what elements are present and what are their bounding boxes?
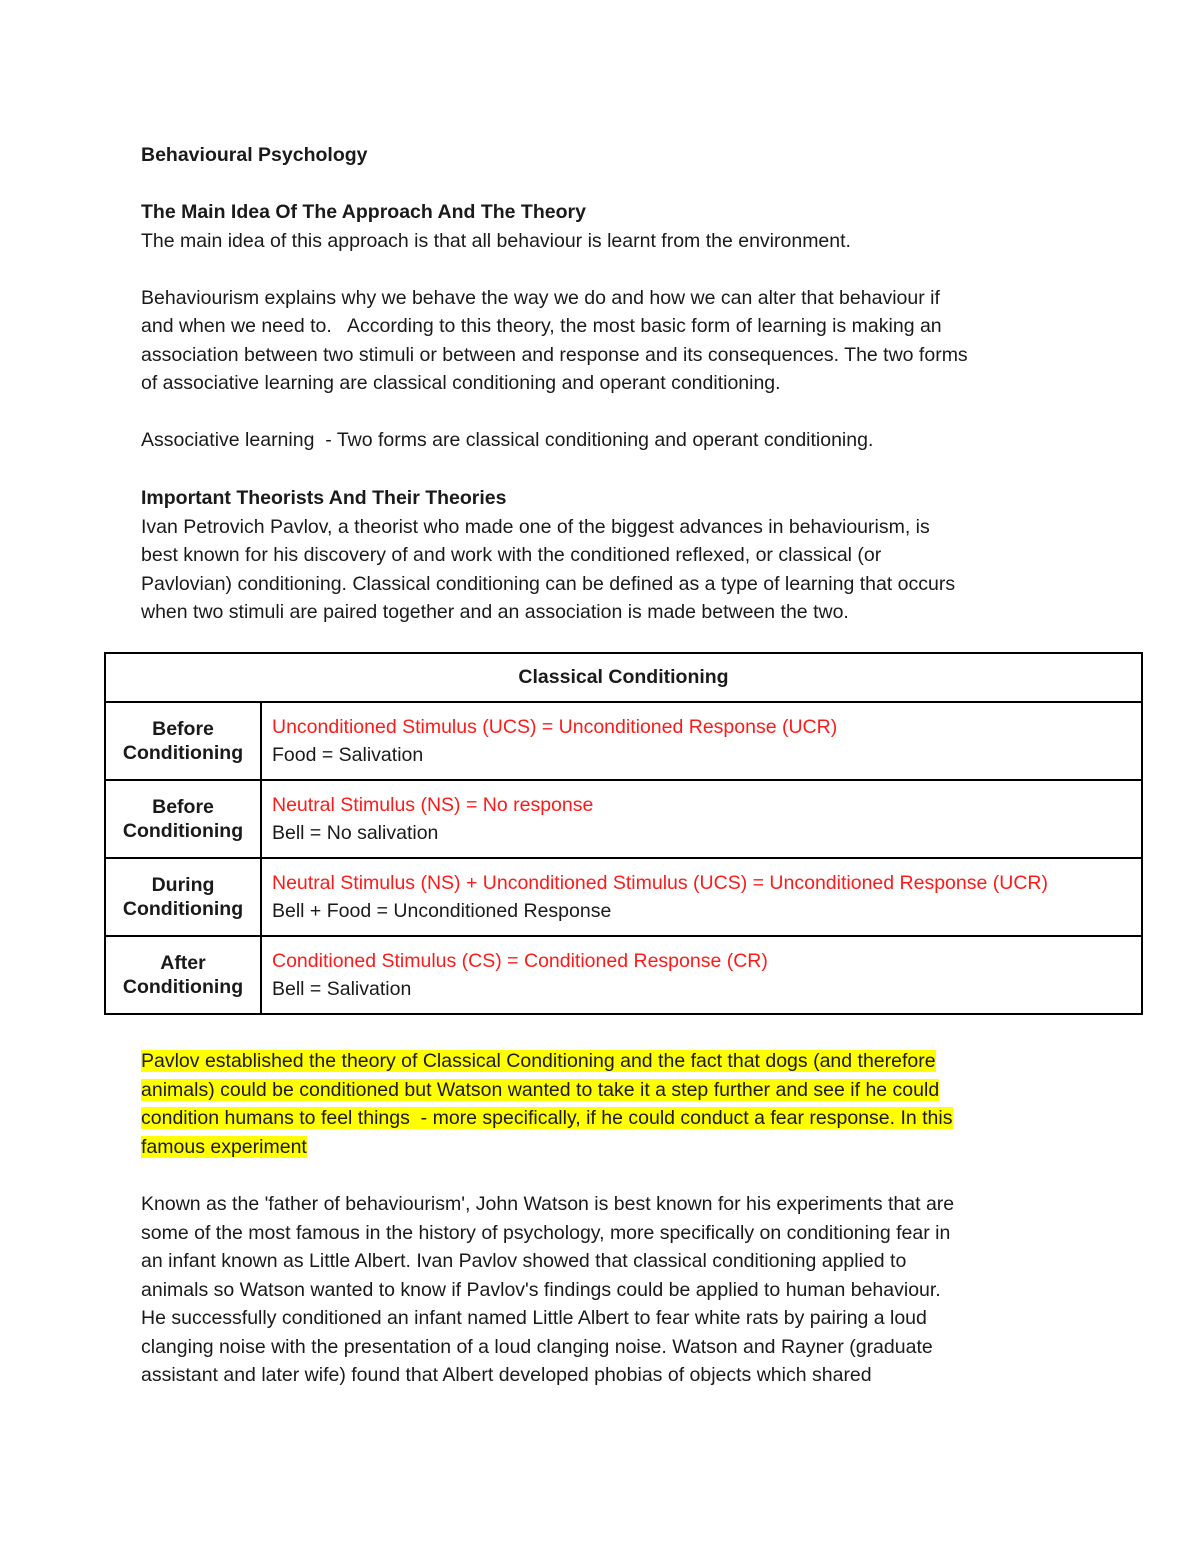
stimulus-equation: Neutral Stimulus (NS) = No response [272,793,594,816]
stimulus-equation: Conditioned Stimulus (CS) = Conditioned Response (CR) [272,949,768,972]
main-idea-text: The main idea of this approach is that all behaviour is learnt from the environment. [141,229,851,252]
behaviourism-line-1: Behaviourism explains why we behave the way we do and how we can alter that behaviour if [141,286,940,309]
watson-line: Known as the 'father of behaviourism', John Watson is best known for his experiments that are [141,1193,955,1215]
behaviourism-line-2: and when we need to. According to this theory, the most basic form of learning is making an [141,315,942,337]
highlighted-line: animals) could be conditioned but Watson wanted to take it a step further and see if he could [141,1078,940,1101]
pavlov-line-4: when two stimuli are paired together and an association is made between the two. [141,601,849,623]
watson-line: an infant known as Little Albert. Ivan Pavlov showed that classical conditioning applied to [141,1250,907,1272]
watson-paragraph [141,1190,1071,1390]
example-equation: Bell = Salivation [272,978,412,1000]
table-row [105,702,1142,780]
table-header: Classical Conditioning [105,653,1142,702]
watson-line: assistant and later wife) found that Albert developed phobias of objects which shared [141,1364,872,1386]
watson-line: He successfully conditioned an infant named Little Albert to fear white rats by pairing a loud [141,1307,927,1329]
content-cell [261,702,1142,780]
example-equation: Bell + Food = Unconditioned Response [272,900,612,922]
table-row [105,780,1142,858]
table-row [105,858,1142,936]
highlighted-line: Pavlov established the theory of Classical Conditioning and the fact that dogs (and therefore [141,1050,936,1072]
example-equation: Bell = No salivation [272,822,439,844]
associative-learning-text: Associative learning - Two forms are classical conditioning and operant conditioning. [141,429,874,451]
pavlov-line-1: Ivan Petrovich Pavlov, a theorist who made one of the biggest advances in behaviourism, is [141,515,930,538]
classical-conditioning-table [104,652,1143,1015]
watson-line: animals so Watson wanted to know if Pavlov's findings could be applied to human behaviour. [141,1278,941,1301]
content-cell [261,936,1142,1014]
pavlov-line-2: best known for his discovery of and work with the conditioned reflexed, or classical (or [141,544,882,566]
stimulus-equation: Unconditioned Stimulus (UCS) = Unconditioned Response (UCR) [272,715,838,738]
section-heading-main-idea: The Main Idea Of The Approach And The Theory [141,201,586,223]
example-equation: Food = Salivation [272,744,424,766]
content-cell [261,780,1142,858]
behaviourism-line-3: association between two stimuli or between and response and its consequences. The two forms [141,343,968,366]
content-cell [261,858,1142,936]
stage-cell: After Conditioning [105,936,261,1014]
pavlov-line-3: Pavlovian) conditioning. Classical conditioning can be defined as a type of learning that occurs [141,572,956,595]
stage-cell: During Conditioning [105,858,261,936]
behaviourism-line-4: of associative learning are classical conditioning and operant conditioning. [141,372,781,394]
stage-cell: Before Conditioning [105,702,261,780]
watson-line: clanging noise with the presentation of a loud clanging noise. Watson and Rayner (graduate [141,1335,933,1358]
document-title: Behavioural Psychology [141,144,368,166]
intro-section [141,141,1071,455]
highlighted-line: condition humans to feel things - more specifically, if he could conduct a fear response. In this [141,1107,953,1129]
section-heading-theorists: Important Theorists And Their Theories [141,487,507,509]
highlighted-paragraph [141,1047,1071,1161]
stage-cell: Before Conditioning [105,780,261,858]
highlighted-line: famous experiment [141,1135,307,1158]
watson-line: some of the most famous in the history of psychology, more specifically on conditioning fear in [141,1221,951,1244]
theorists-section [141,484,1071,627]
table-row [105,936,1142,1014]
stimulus-equation: Neutral Stimulus (NS) + Unconditioned Stimulus (UCS) = Unconditioned Response (UCR) [272,871,1048,894]
